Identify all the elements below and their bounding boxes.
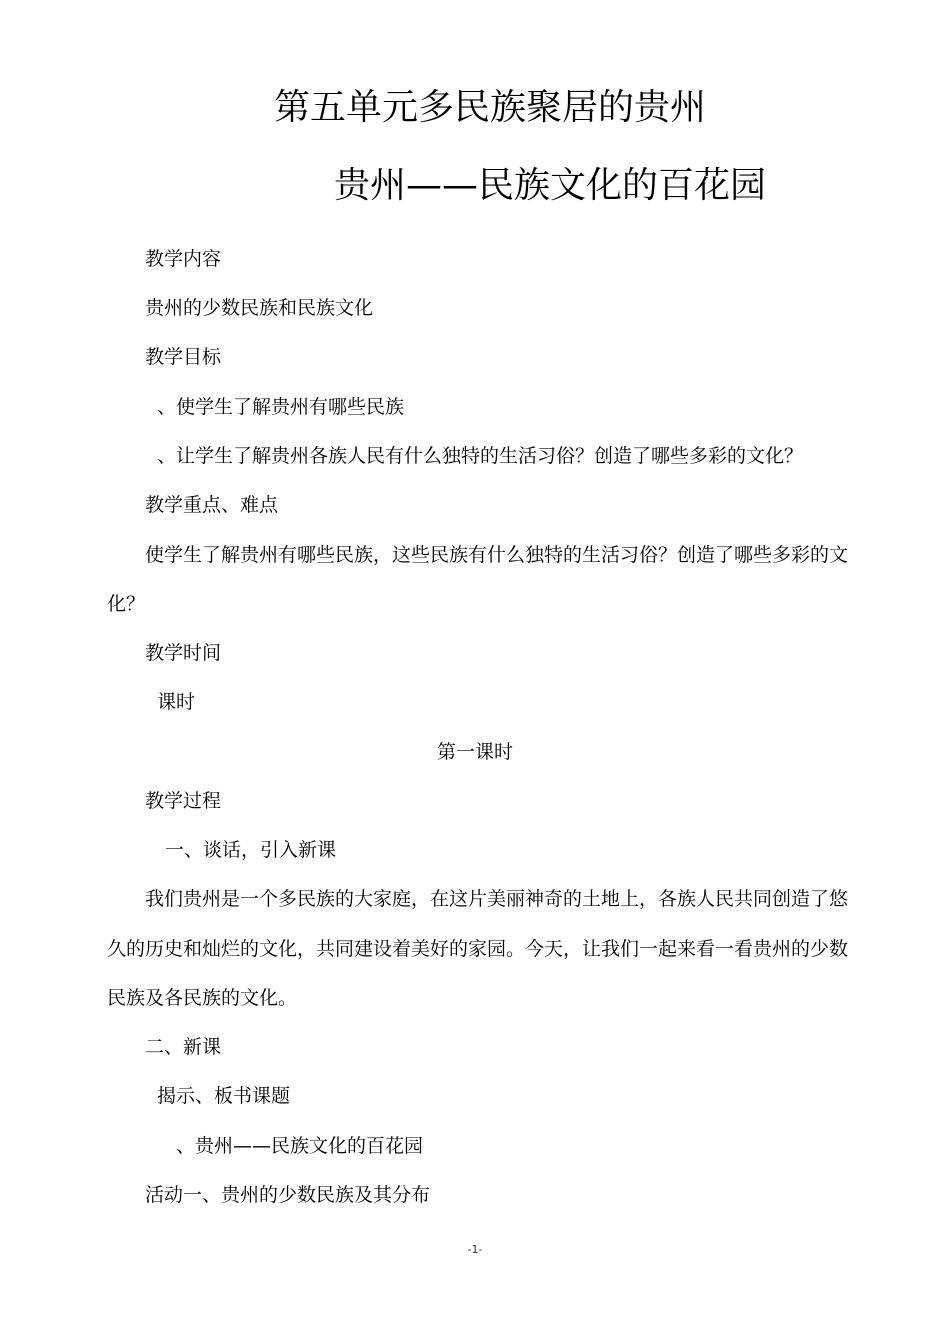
page-number: -1-: [467, 1243, 483, 1256]
heading-teaching-goals: 教学目标: [145, 346, 222, 368]
item-reveal-title: 揭示、板书课题: [157, 1085, 291, 1107]
heading-teaching-content: 教学内容: [145, 248, 222, 270]
heading-first-lesson: 第一课时: [436, 741, 513, 763]
section-introduction: 一、谈话，引入新课: [165, 839, 337, 861]
heading-teaching-time: 教学时间: [145, 642, 222, 664]
section-new-lesson: 二、新课: [145, 1036, 222, 1058]
paragraph-class-hours: 课时: [157, 691, 196, 713]
document-subtitle: 贵州——民族文化的百花园: [334, 165, 767, 206]
paragraph-teaching-content: 贵州的少数民族和民族文化: [145, 297, 374, 319]
paragraph-intro-line-2: 久的历史和灿烂的文化，共同建设着美好的家园。今天，让我们一起来看一看贵州的少数: [107, 938, 849, 960]
paragraph-intro-line-1: 我们贵州是一个多民族的大家庭，在这片美丽神奇的土地上，各族人民共同创造了悠: [145, 888, 849, 910]
heading-teaching-process: 教学过程: [145, 790, 222, 812]
heading-activity-one: 活动一、贵州的少数民族及其分布: [145, 1184, 431, 1206]
heading-key-points: 教学重点、难点: [145, 494, 279, 516]
goal-item-2: 、让学生了解贵州各族人民有什么独特的生活习俗？创造了哪些多彩的文化？: [157, 445, 804, 467]
item-lesson-title: 、贵州——民族文化的百花园: [176, 1135, 424, 1157]
paragraph-intro-line-3: 民族及各民族的文化。: [107, 987, 298, 1009]
paragraph-key-points-line-1: 使学生了解贵州有哪些民族，这些民族有什么独特的生活习俗？创造了哪些多彩的文: [145, 544, 849, 566]
paragraph-key-points-line-2: 化？: [107, 593, 146, 615]
document-title: 第五单元多民族聚居的贵州: [274, 87, 707, 128]
goal-item-1: 、使学生了解贵州有哪些民族: [157, 396, 405, 418]
